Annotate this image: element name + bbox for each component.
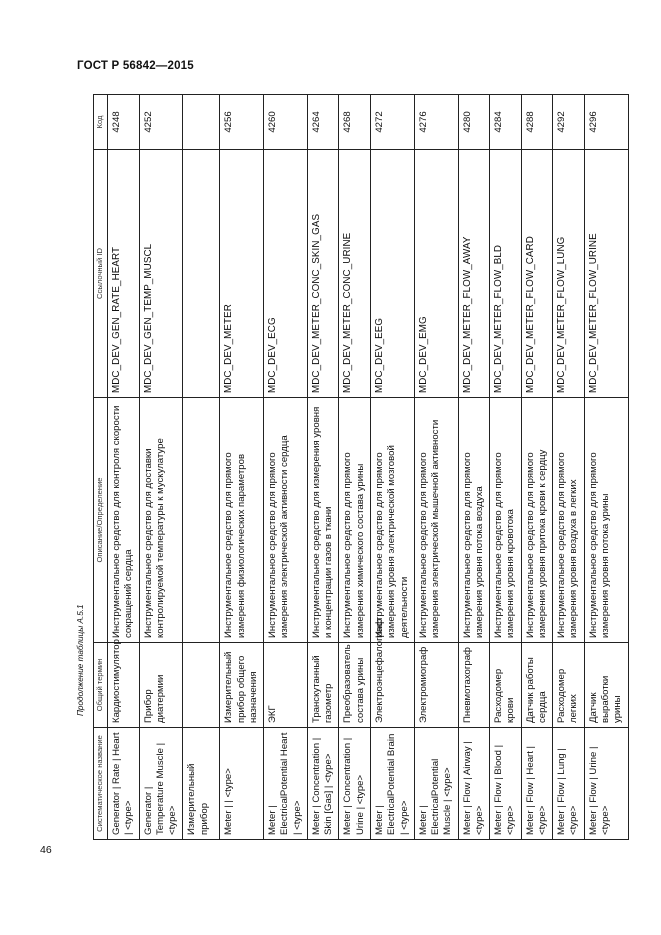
reference-id-cell: MDC_DEV_METER_FLOW_BLD — [490, 150, 522, 398]
common-term-cell: Транскутанный газометр — [307, 643, 339, 728]
reference-id-cell: MDC_DEV_METER_CONC_URINE — [339, 150, 371, 398]
empty-cell — [183, 398, 220, 643]
code-cell: 4292 — [553, 95, 585, 150]
systematic-name-cell: Meter | ElectricalPotential Brain | <type> — [370, 728, 414, 840]
systematic-name-cell: Generator | Rate | Heart | <type> — [108, 728, 140, 840]
code-cell: 4256 — [220, 95, 264, 150]
systematic-name-cell: Generator | Temperature Muscle | <type> — [139, 728, 183, 840]
systematic-name-cell: Meter | ElectricalPotential Muscle | <type> — [414, 728, 458, 840]
description-cell: Инструментальное средство для прямого измерения уровня притока крови к сердцу — [521, 398, 553, 643]
code-cell: 4276 — [414, 95, 458, 150]
document-standard-header: ГОСТ Р 56842—2015 — [77, 60, 194, 72]
table-row — [458, 95, 490, 840]
systematic-name-cell: Meter | Concentration | Urine | <type> — [339, 728, 371, 840]
reference-id-cell: MDC_DEV_ECG — [264, 150, 308, 398]
table-body — [108, 95, 629, 840]
description-cell: Инструментальное средство для прямого измерения уровня воздуха в легких — [553, 398, 585, 643]
common-term-cell: Электроэнцефалограф — [370, 643, 414, 728]
table-row — [139, 95, 183, 840]
reference-id-cell: MDC_DEV_GEN_TEMP_MUSCL — [139, 150, 183, 398]
code-cell: 4264 — [307, 95, 339, 150]
reference-id-cell: MDC_DEV_METER_CONC_SKIN_GAS — [307, 150, 339, 398]
description-cell: Инструментальное средство для контроля скорости сокращений сердца — [108, 398, 140, 643]
code-cell: 4272 — [370, 95, 414, 150]
common-term-cell: Датчик выработки урины — [584, 643, 628, 728]
description-cell: Инструментальное средство для прямого измерения уровня потока воздуха — [458, 398, 490, 643]
page-number: 46 — [40, 844, 52, 856]
table-row — [370, 95, 414, 840]
empty-cell — [183, 150, 220, 398]
reference-id-cell: MDC_DEV_METER_FLOW_LUNG — [553, 150, 585, 398]
column-header-description: Описание/Определение — [94, 398, 108, 643]
table-header-row — [94, 95, 108, 840]
systematic-name-cell: Meter | Concentration | Skin [Gas] | <type> — [307, 728, 339, 840]
table-row — [264, 95, 308, 840]
column-header-systematic-name: Систематическое название — [94, 728, 108, 840]
code-cell: 4296 — [584, 95, 628, 150]
common-term-cell: Измерительный прибор общего назначения — [220, 643, 264, 728]
reference-id-cell: MDC_DEV_METER_FLOW_CARD — [521, 150, 553, 398]
reference-id-cell: MDC_DEV_METER_FLOW_URINE — [584, 150, 628, 398]
table-row — [584, 95, 628, 840]
description-cell: Инструментальное средство для прямого измерения химического состава урины — [339, 398, 371, 643]
description-cell: Инструментальное средство для прямого измерения уровня кровотока — [490, 398, 522, 643]
systematic-name-cell: Meter | Flow | Urine | <type> — [584, 728, 628, 840]
reference-id-cell: MDC_DEV_METER — [220, 150, 264, 398]
table-row — [108, 95, 140, 840]
code-cell: 4280 — [458, 95, 490, 150]
table-row — [414, 95, 458, 840]
code-cell: 4288 — [521, 95, 553, 150]
table-row — [553, 95, 585, 840]
reference-id-cell: MDC_DEV_GEN_RATE_HEART — [108, 150, 140, 398]
code-cell: 4260 — [264, 95, 308, 150]
common-term-cell: Прибор диатермии — [139, 643, 183, 728]
table-row — [339, 95, 371, 840]
systematic-name-cell: Meter | Flow | Airway | <type> — [458, 728, 490, 840]
systematic-name-cell: Meter | | <type> — [220, 728, 264, 840]
description-cell: Инструментальное средство для прямого измерения электрической активности сердца — [264, 398, 308, 643]
common-term-cell: Расходомер крови — [490, 643, 522, 728]
reference-id-cell: MDC_DEV_EEG — [370, 150, 414, 398]
table-group-row — [183, 95, 220, 840]
reference-id-cell: MDC_DEV_METER_FLOW_AWAY — [458, 150, 490, 398]
column-header-code: Код — [94, 95, 108, 150]
table-row — [307, 95, 339, 840]
systematic-name-cell: Meter | Flow | Heart | <type> — [521, 728, 553, 840]
systematic-name-cell: Meter | ElectricalPotential Heart | <type> — [264, 728, 308, 840]
description-cell: Инструментальное средство для прямого измерения физиологических параметров — [220, 398, 264, 643]
reference-id-cell: MDC_DEV_EMG — [414, 150, 458, 398]
description-cell: Инструментальное средство для прямого измерения уровня потока урины — [584, 398, 628, 643]
table-row — [490, 95, 522, 840]
column-header-reference-id: Ссылочный ID — [94, 150, 108, 398]
column-header-common-term: Общий термин — [94, 643, 108, 728]
table-caption: Продолжение таблицы А.5.1 — [76, 604, 85, 716]
description-cell: Инструментальное средство для прямого измерения уровня электрической мозговой деятельности — [370, 398, 414, 643]
common-term-cell: ЭКГ — [264, 643, 308, 728]
common-term-cell: Датчик работы сердца — [521, 643, 553, 728]
table-row — [521, 95, 553, 840]
description-cell: Инструментальное средство для прямого измерения электрической мышечной активности — [414, 398, 458, 643]
systematic-name-cell: Meter | Flow | Blood | <type> — [490, 728, 522, 840]
rotated-table-container — [93, 95, 624, 840]
common-term-cell: Кардиостимулятор — [108, 643, 140, 728]
common-term-cell: Электромиограф — [414, 643, 458, 728]
definitions-table — [93, 94, 629, 840]
code-cell: 4252 — [139, 95, 183, 150]
group-label-cell: Измерительный прибор — [183, 728, 220, 840]
code-cell: 4248 — [108, 95, 140, 150]
description-cell: Инструментальное средство для доставки контролируемой температуры к мускулатуре — [139, 398, 183, 643]
code-cell: 4284 — [490, 95, 522, 150]
common-term-cell: Преобразователь состава урины — [339, 643, 371, 728]
table-row — [220, 95, 264, 840]
code-cell: 4268 — [339, 95, 371, 150]
empty-cell — [183, 95, 220, 150]
common-term-cell: Расходомер легких — [553, 643, 585, 728]
systematic-name-cell: Meter | Flow | Lung | <type> — [553, 728, 585, 840]
empty-cell — [183, 643, 220, 728]
description-cell: Инструментальное средство для измерения уровня и концентрации газов в ткани — [307, 398, 339, 643]
common-term-cell: Пневмотахограф — [458, 643, 490, 728]
